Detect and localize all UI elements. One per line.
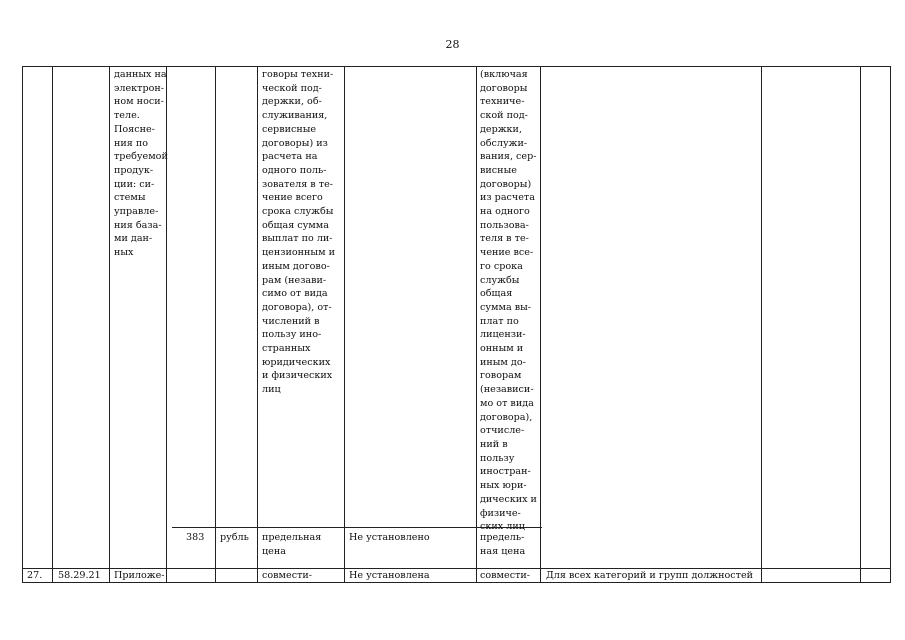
characteristic-continuation: говоры техни- ческой под- держки, об- служивания, сервисные договоры) из расчета на одного поль- зователя в те- чение всего срока службы общая сумма выплат по ли- цензионным и иным догово- рам (незави- симо от вида договора), от- числений в пользу ино- странных юридических и физических лиц bbox=[262, 69, 335, 396]
price-characteristic-2: предель- ная цена bbox=[480, 532, 526, 557]
row-27-characteristic-2: совмести- bbox=[480, 570, 531, 581]
row-number: 27. bbox=[27, 570, 43, 581]
col-border-1 bbox=[52, 66, 53, 583]
row-27-note: Для всех категорий и групп должностей bbox=[546, 570, 754, 581]
col-border-5 bbox=[257, 66, 258, 583]
col-border-7 bbox=[476, 66, 477, 583]
price-value: Не установлено bbox=[349, 532, 430, 543]
col-border-4 bbox=[215, 66, 216, 583]
row-27-characteristic: совмести- bbox=[262, 570, 313, 581]
col-border-9 bbox=[761, 66, 762, 583]
okei-code: 383 bbox=[186, 532, 205, 543]
col-border-6 bbox=[344, 66, 345, 583]
okpd-code: 58.29.21 bbox=[58, 570, 101, 581]
unit-name: рубль bbox=[220, 532, 249, 543]
product-name-continuation: данных на электрон- ном носи- теле. Поясне- ния по требуемой продук- ции: си- стемы управле- ния база- ми дан- ных bbox=[114, 69, 168, 259]
col-border-8 bbox=[540, 66, 541, 583]
col-border-0 bbox=[22, 66, 23, 583]
product-name: Приложе- bbox=[114, 570, 165, 581]
row-27-value: Не установлена bbox=[349, 570, 430, 581]
col-border-11 bbox=[890, 66, 891, 583]
col-border-10 bbox=[860, 66, 861, 583]
page-number: 28 bbox=[445, 38, 460, 51]
specification-table bbox=[22, 66, 891, 583]
characteristic-2-continuation: (включая договоры техниче- ской под- держки, обслужи- вания, сер- висные договоры) из расчета на одного пользова- теля в те- чение все- го срока службы общая сумма вы- плат по лицензи- онным и иным до- говорам (независи- мо от вида договора), отчисле- ний в пользу иностран- ных юри- дических и физиче- ских лиц bbox=[480, 69, 537, 533]
col-border-2 bbox=[109, 66, 110, 583]
price-characteristic: предельная цена bbox=[262, 532, 322, 557]
